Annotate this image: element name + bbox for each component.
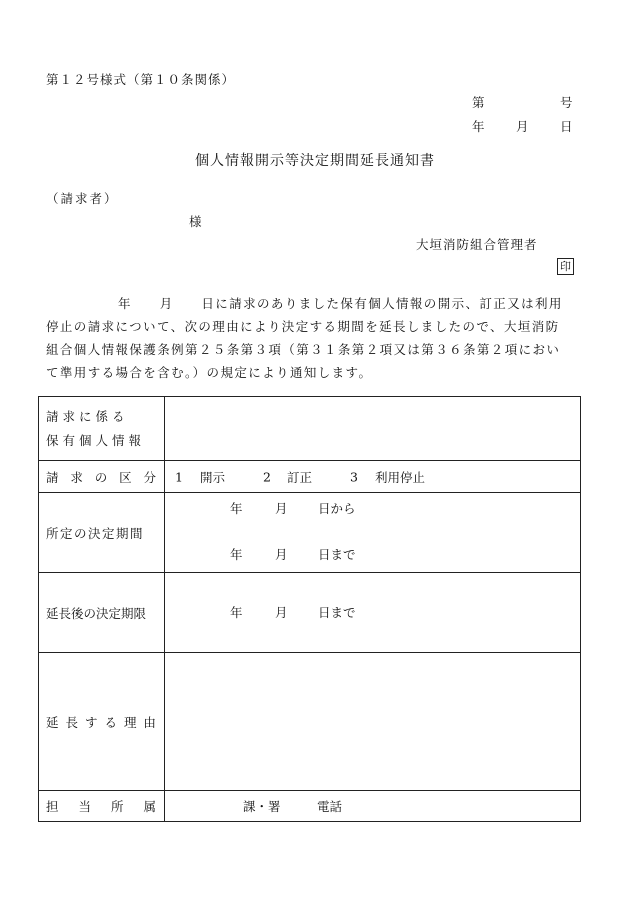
requested-info-field[interactable]: [165, 397, 581, 461]
scheduled-period-label: 所定の決定期間: [39, 493, 165, 573]
extended-deadline-field: [165, 573, 581, 653]
department-field: [165, 791, 581, 822]
phone-label: 電話: [317, 799, 343, 814]
label-char: 長: [65, 714, 78, 730]
option-number: 2: [263, 469, 271, 484]
seal-mark: 印: [557, 258, 574, 275]
label-char: 請: [46, 469, 59, 485]
honorific: 様: [189, 214, 202, 229]
document-title: 個人情報開示等決定期間延長通知書: [195, 153, 435, 169]
extended-deadline-label: 延長後の決定期限: [39, 573, 165, 653]
period-dates: [165, 493, 580, 572]
requester-label: （請求者）: [46, 191, 119, 206]
number-label: 第: [472, 95, 485, 110]
number-suffix: 号: [560, 95, 573, 110]
label-line: [46, 713, 164, 731]
label-line: [46, 429, 164, 453]
option-number: 1: [175, 469, 183, 484]
label-char: 区: [119, 469, 132, 485]
scheduled-period-field: [165, 493, 581, 573]
body-line: 停止の請求について、次の理由により決定する期間を延長しましたので、大垣消防: [46, 319, 560, 334]
label-char: に: [79, 408, 92, 424]
label-char: 当: [78, 799, 91, 814]
label-char: 求: [62, 408, 76, 424]
table-row: [39, 653, 581, 791]
label-char: 個: [79, 432, 92, 448]
option-suspension[interactable]: 利用停止: [375, 469, 426, 485]
body-line: 組合個人情報保護条例第２５条第３項（第３１条第２項又は第３６条第２項におい: [46, 342, 561, 357]
option-correction[interactable]: 訂正: [287, 469, 313, 485]
label-char: 所: [110, 799, 124, 814]
month-label: 月: [275, 605, 288, 620]
label-line: [46, 405, 164, 429]
label-char: 分: [143, 469, 156, 485]
label-char: 求: [70, 469, 83, 485]
from-label: 日から: [318, 501, 356, 516]
month-label: 月: [275, 547, 288, 562]
request-type-label: [39, 461, 165, 493]
label-char: 担: [46, 799, 59, 814]
label-line: [46, 468, 164, 486]
label-char: す: [84, 714, 98, 730]
table-row: [39, 493, 581, 573]
table-row: [39, 397, 581, 461]
option-number: 3: [350, 469, 358, 484]
label-char: る: [104, 714, 117, 730]
until-label: 日まで: [318, 547, 356, 562]
sender-name: 大垣消防組合管理者: [416, 237, 538, 252]
notice-body: [46, 292, 588, 384]
department-info: [165, 791, 580, 821]
label-char: 報: [128, 432, 142, 448]
table-row: [39, 461, 581, 493]
department-label: [39, 791, 165, 822]
section-label: 課・署: [243, 799, 281, 814]
date-day: 日: [560, 119, 573, 134]
body-line: 年 月 日に請求のありました保有個人情報の開示、訂正又は利用: [118, 296, 563, 311]
label-char: 由: [143, 714, 156, 730]
body-line: て準用する場合を含む。）の規定により通知します。: [46, 365, 373, 380]
label-char: 人: [95, 432, 109, 448]
option-disclosure[interactable]: 開示: [200, 469, 226, 485]
label-char: 属: [143, 799, 156, 814]
requested-info-label: [39, 397, 165, 461]
label-char: 係: [95, 408, 109, 424]
year-label: 年: [230, 605, 243, 620]
label-char: の: [94, 469, 108, 485]
label-char: 延: [46, 714, 59, 730]
label-line: [46, 797, 164, 815]
form-number: 第１２号様式（第１０条関係）: [46, 72, 236, 87]
date-year: 年: [472, 119, 485, 134]
table-row: [39, 791, 581, 822]
year-label: 年: [230, 501, 243, 516]
year-label: 年: [230, 547, 243, 562]
extension-reason-label: [39, 653, 165, 791]
label-char: 情: [112, 432, 125, 448]
request-type-options: [165, 461, 580, 492]
month-label: 月: [275, 501, 288, 516]
deadline-dates: [165, 573, 580, 652]
label-char: 理: [123, 714, 137, 730]
label-char: 保: [46, 432, 59, 448]
notice-table: [38, 396, 581, 822]
date-month: 月: [516, 119, 529, 134]
request-type-field: [165, 461, 581, 493]
label-char: 請: [46, 408, 59, 424]
table-row: [39, 573, 581, 653]
label-char: 有: [62, 432, 76, 448]
extension-reason-field[interactable]: [165, 653, 581, 791]
label-char: る: [112, 408, 125, 424]
until-label: 日まで: [318, 605, 356, 620]
